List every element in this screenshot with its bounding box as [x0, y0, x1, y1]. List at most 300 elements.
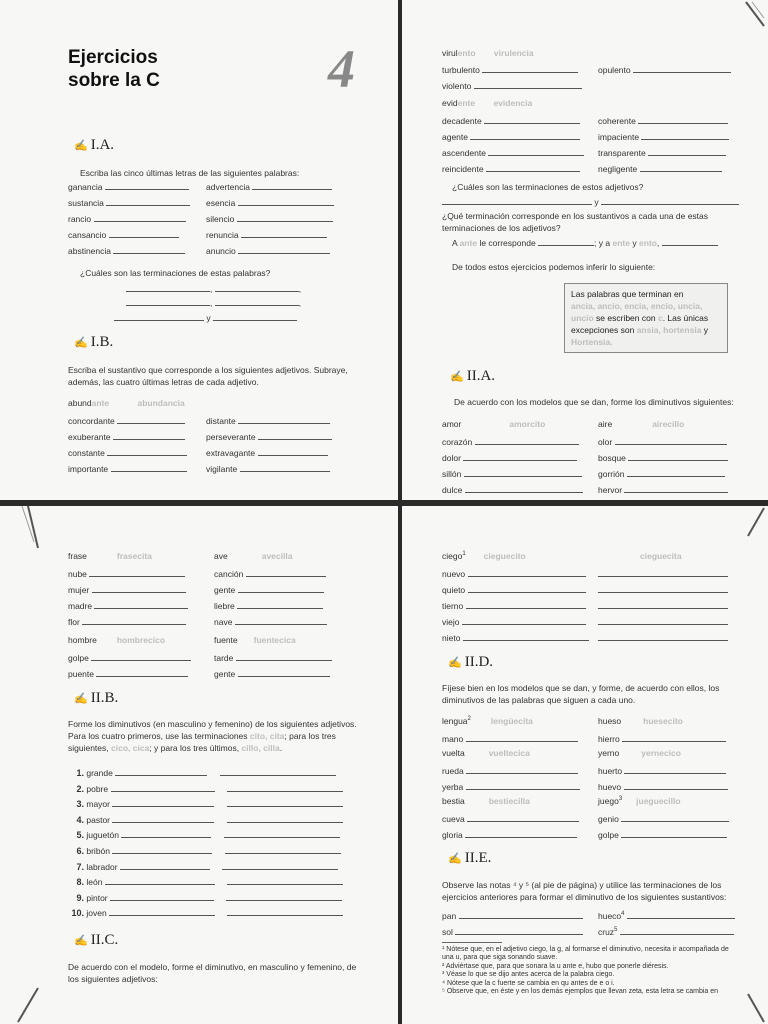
footnote-divider [442, 942, 502, 943]
word: decadente [442, 116, 482, 126]
word-row [442, 419, 583, 435]
answer-blank[interactable] [624, 483, 728, 493]
word-row [206, 414, 332, 430]
example-answer: fuentecica [253, 635, 296, 645]
iie-instruction: Observe las notas ⁴ y ⁵ (al pie de página) y utilice las terminaciones de los ejercicios anteriores para formar el diminutivo de los siguientes sustantivos: [442, 880, 727, 902]
word: huerto [598, 766, 623, 776]
word-row [598, 162, 729, 178]
numbered-row [66, 891, 343, 907]
word: hueco [598, 911, 622, 921]
word: cruz [598, 927, 615, 937]
answer-blank[interactable] [252, 180, 332, 190]
rule-line: Las palabras que terminan en [571, 289, 684, 299]
example-answer: amorcito [509, 419, 546, 429]
answer-blank[interactable] [82, 615, 186, 625]
iie-right-list [598, 909, 735, 941]
item-number: 7. [76, 861, 84, 872]
answer-blank-f[interactable] [227, 797, 343, 807]
answer-blank-m[interactable] [112, 844, 212, 854]
answer-blank-m[interactable] [121, 828, 211, 838]
answer-blank[interactable] [465, 483, 583, 493]
word-row [68, 196, 190, 212]
word-row [68, 414, 187, 430]
answer-blank[interactable] [235, 615, 327, 625]
word-row [598, 551, 728, 567]
answer-blank[interactable] [238, 667, 330, 677]
answer-blank[interactable] [107, 446, 187, 456]
text: y [703, 325, 709, 335]
answer-blank-m[interactable] [109, 906, 215, 916]
answer-blank[interactable] [627, 467, 725, 477]
answer-blank-f[interactable] [225, 844, 341, 854]
answer-blank[interactable] [237, 599, 323, 609]
word-row [214, 583, 327, 599]
answer-blank[interactable] [105, 180, 189, 190]
answer-blank[interactable] [114, 311, 204, 321]
page-title [68, 46, 160, 92]
word-row [442, 732, 580, 748]
answer-blank[interactable] [238, 196, 334, 206]
answer-blank-m[interactable] [110, 891, 214, 901]
answer-blank-f[interactable] [222, 860, 338, 870]
answer-blank[interactable] [215, 282, 302, 294]
word-row [206, 446, 332, 462]
word-row [214, 651, 332, 667]
text: ; para los tres siguientes, [68, 731, 336, 753]
answer-blank[interactable] [459, 909, 583, 919]
text: ; y para los tres últimos, [149, 743, 240, 753]
answer-blank[interactable] [442, 195, 592, 205]
numbered-row [66, 813, 343, 829]
answer-blank[interactable] [113, 244, 185, 254]
answer-blank[interactable] [641, 130, 729, 140]
section-iib-heading [74, 690, 118, 707]
word: constante [68, 448, 105, 458]
example-answer: vueltecica [488, 748, 530, 758]
iic-instruction: De acuerdo con el modelo, forme el diminutivo, en masculino y femenino, de los siguientes adjetivos: [68, 962, 357, 984]
section-label: II.E. [464, 850, 492, 866]
word-row [598, 451, 728, 467]
example-answer: avecilla [261, 551, 293, 561]
iia-instruction: De acuerdo con los modelos que se dan, forme los diminutivos siguientes: [454, 397, 734, 407]
word-row [68, 180, 190, 196]
answer-blank[interactable] [482, 63, 578, 73]
answer-blank[interactable] [238, 414, 330, 424]
answer-blank-m[interactable] [463, 631, 589, 641]
answer-blank[interactable] [94, 599, 188, 609]
answer-blank[interactable] [111, 462, 187, 472]
answer-blank[interactable] [486, 162, 580, 172]
word: anuncio [206, 246, 236, 256]
word-row [68, 551, 188, 567]
answer-blank[interactable] [117, 414, 185, 424]
word: gente [214, 585, 236, 595]
iid-instruction: Fíjese bien en los modelos que se dan, y forme, de acuerdo con ellos, los diminutivos de las palabras que siguen a cada uno. [442, 683, 720, 705]
answer-blank[interactable] [455, 925, 583, 935]
word: amor [442, 419, 462, 429]
word: lengua [442, 716, 468, 726]
section-label: I.B. [90, 334, 114, 350]
word: mano [442, 734, 464, 744]
word-row [442, 716, 580, 732]
answer-blank[interactable] [109, 228, 179, 238]
word-row [68, 446, 187, 462]
word: liebre [214, 601, 235, 611]
answer-blank[interactable] [258, 430, 332, 440]
example-answer: yernecico [641, 748, 681, 758]
answer-blank[interactable] [215, 296, 302, 308]
answer-blank[interactable] [238, 244, 330, 254]
pencil-icon: ✍ [448, 853, 462, 865]
word: agente [442, 132, 468, 142]
ia-right-list [206, 180, 334, 260]
iia-right-list [598, 419, 728, 499]
answer-blank[interactable] [633, 63, 731, 73]
answer-blank[interactable] [466, 764, 578, 774]
section-iid-heading [448, 654, 493, 671]
word: gorrión [598, 469, 625, 479]
answer-blank[interactable] [126, 296, 213, 308]
word: esencia [206, 198, 236, 208]
word: turbulento [442, 65, 480, 75]
example-answer-m: cieguecito [483, 551, 526, 561]
example-answer-f: cieguecita [640, 551, 682, 561]
word: bribón [86, 845, 111, 856]
word-row [442, 130, 584, 146]
answer-blank-f[interactable] [226, 891, 342, 901]
footnote: ⁴ Nótese que la c fuerte se cambia en qu antes de e o i. [442, 979, 615, 987]
word: negligente [598, 164, 638, 174]
word: exuberante [68, 432, 111, 442]
answer-blank-m[interactable] [111, 782, 215, 792]
word: extravagante [206, 448, 256, 458]
word: gente [214, 669, 236, 679]
section-label: II.A. [466, 368, 496, 384]
binder-clip-icon [0, 506, 40, 550]
answer-blank[interactable] [126, 282, 213, 294]
word: rancio [68, 214, 92, 224]
item-number: 4. [76, 814, 84, 825]
example-answer: frasecita [116, 551, 152, 561]
page-bottom-left [0, 506, 398, 1024]
word: gloria [442, 830, 463, 840]
answer-blank[interactable] [620, 925, 734, 935]
word-row [206, 430, 332, 446]
word: nuevo [442, 569, 466, 579]
answer-blank[interactable] [96, 667, 188, 677]
answer-blank[interactable] [241, 228, 327, 238]
suffix: uncio [571, 313, 594, 323]
word-row [68, 667, 191, 683]
word-row [598, 146, 729, 162]
word: renuncia [206, 230, 239, 240]
rule-line [571, 324, 721, 336]
word-row [442, 114, 584, 130]
item-number: 10. [71, 908, 84, 919]
word: transparente [598, 148, 646, 158]
word-row [442, 79, 582, 95]
word: advertencia [206, 182, 250, 192]
footnote-ref: 5 [614, 927, 618, 934]
answer-blank-m[interactable] [468, 567, 586, 577]
word-row [214, 667, 332, 683]
answer-blank[interactable] [113, 430, 185, 440]
answer-blank[interactable] [474, 79, 582, 89]
section-ib-heading [74, 334, 113, 351]
word-row [598, 828, 729, 844]
example-suffix: ento [457, 48, 476, 58]
answer-blank[interactable] [91, 651, 191, 661]
word: dulce [442, 485, 463, 495]
section-iic-heading [74, 932, 118, 949]
answer-blank[interactable] [628, 451, 728, 461]
word-row [598, 467, 728, 483]
footnote-ref: 1 [462, 551, 466, 558]
mid-left-list [68, 635, 191, 683]
numbered-row [66, 797, 343, 813]
word-row [68, 567, 188, 583]
word-row [206, 212, 334, 228]
answer-blank[interactable] [246, 567, 326, 577]
answer-blank[interactable] [622, 732, 726, 742]
answer-blank-f[interactable] [227, 782, 343, 792]
word: hervor [598, 485, 623, 495]
word: pobre [86, 783, 109, 794]
word-row [442, 483, 583, 499]
pencil-icon: ✍ [74, 337, 88, 349]
word: pintor [86, 892, 108, 903]
example-answer: bestiecilla [488, 796, 530, 806]
word: pan [442, 911, 457, 921]
page-top-right [402, 0, 768, 500]
answer-blank-m[interactable] [112, 797, 214, 807]
word-row [442, 631, 589, 647]
section-label: II.C. [90, 932, 119, 948]
word: flor [68, 617, 80, 627]
word-row [442, 796, 580, 812]
answer-blank[interactable] [621, 828, 727, 838]
answer-blank[interactable] [624, 780, 728, 790]
numbered-row [66, 844, 343, 860]
answer-blank[interactable] [638, 114, 728, 124]
word-row [598, 63, 731, 79]
answer-blank[interactable] [484, 114, 580, 124]
answer-blank-m[interactable] [468, 583, 586, 593]
pencil-icon: ✍ [74, 140, 88, 152]
word-row [598, 796, 729, 812]
ib-example [68, 398, 185, 408]
answer-blank[interactable] [464, 467, 582, 477]
answer-blank[interactable] [240, 462, 330, 472]
answer-blank[interactable] [94, 212, 186, 222]
word: mayor [86, 799, 110, 810]
answer-blank[interactable] [236, 651, 332, 661]
answer-blank-f[interactable] [227, 906, 343, 916]
answer-blank[interactable] [601, 195, 739, 205]
word-row [214, 567, 327, 583]
answer-blank[interactable] [475, 435, 579, 445]
answer-blank-f[interactable] [598, 615, 728, 625]
answer-blank[interactable] [640, 162, 722, 172]
conjunction: y [206, 313, 211, 323]
answer-blank[interactable] [466, 732, 578, 742]
answer-blank[interactable] [89, 567, 185, 577]
answer-blank[interactable] [615, 435, 727, 445]
word: león [86, 877, 103, 888]
answer-blank[interactable] [467, 812, 579, 822]
section-label: II.D. [464, 654, 494, 670]
answer-blank-f[interactable] [598, 599, 728, 609]
answer-blank[interactable] [463, 451, 577, 461]
word: yerno [598, 748, 620, 758]
top-left-list-1 [442, 63, 582, 95]
ia-question: ¿Cuáles son las terminaciones de estas palabras? [80, 268, 271, 278]
word: coherente [598, 116, 636, 126]
example-suffix: ente [457, 98, 476, 108]
text: se escriben con [596, 313, 656, 323]
answer-blank-f[interactable] [227, 875, 343, 885]
pencil-icon: ✍ [448, 657, 462, 669]
answer-blank-f[interactable] [598, 631, 728, 641]
pencil-icon: ✍ [450, 371, 464, 383]
answer-blank[interactable] [213, 311, 297, 321]
footnote: ² Adviértase que, para que sonara la u ante e, hubo que ponerle diéresis. [442, 962, 669, 970]
answer-blank[interactable] [238, 583, 324, 593]
answer-blank[interactable] [627, 909, 735, 919]
word-row [598, 130, 729, 146]
conjunction: y [594, 197, 599, 207]
word-row [598, 812, 729, 828]
word: joven [86, 908, 107, 919]
word: perseverante [206, 432, 256, 442]
section-label: II.B. [90, 690, 119, 706]
word: canción [214, 569, 244, 579]
title-line-1: Ejercicios [68, 47, 158, 68]
word-row [68, 615, 188, 631]
answer-blank-f[interactable] [598, 567, 728, 577]
word: dolor [442, 453, 461, 463]
word-row [214, 635, 332, 651]
word: opulento [598, 65, 631, 75]
example-suffix: ante [91, 398, 110, 408]
answer-blank[interactable] [237, 212, 333, 222]
rule-line: Hortensia. [571, 337, 613, 347]
text: . [279, 743, 283, 753]
answer-blank-f[interactable] [227, 813, 343, 823]
word-row [68, 212, 190, 228]
item-number: 1. [76, 768, 84, 778]
answer-blank[interactable] [662, 236, 718, 246]
answer-blank-m[interactable] [105, 875, 215, 885]
word: huevo [598, 782, 622, 792]
example-answer: virulencia [493, 48, 534, 58]
footnotes [442, 946, 742, 996]
word-row [598, 732, 729, 748]
answer-blank[interactable] [465, 828, 577, 838]
answer-blank-f[interactable] [224, 828, 340, 838]
word-row [68, 430, 187, 446]
word-row [442, 551, 589, 567]
ia-answer-last [114, 311, 297, 323]
answer-blank-m[interactable] [120, 860, 210, 870]
answer-blank-m[interactable] [112, 813, 214, 823]
iie-left-list [442, 909, 583, 941]
word-row [598, 764, 729, 780]
word-row [68, 599, 188, 615]
word: corazón [442, 437, 473, 447]
answer-blank[interactable] [466, 780, 580, 790]
question-1-answer [442, 195, 739, 207]
separator: , [656, 238, 660, 248]
answer-blank[interactable] [538, 236, 594, 246]
suffix: ento [638, 238, 657, 248]
word-row [442, 828, 580, 844]
top-right-list [214, 551, 327, 631]
ib-instruction: Escriba el sustantivo que corresponde a los siguientes adjetivos. Subraye, además, las cuatro últimas letras de cada adjetivo. [68, 365, 348, 387]
word: ascendente [442, 148, 486, 158]
word: sustancia [68, 198, 104, 208]
answer-blank-f[interactable] [598, 583, 728, 593]
ia-answer-lines [126, 282, 301, 310]
numbered-row [66, 860, 343, 876]
rule-box [564, 283, 728, 353]
example-stem: virul [442, 48, 458, 58]
answer-blank[interactable] [621, 812, 729, 822]
word-row [442, 764, 580, 780]
word: fuente [214, 635, 238, 645]
word-row [442, 748, 580, 764]
answer-blank[interactable] [470, 130, 580, 140]
word: grande [86, 768, 113, 778]
example-answer: airecillo [652, 419, 685, 429]
word-row [214, 551, 327, 567]
answer-blank-f[interactable] [220, 766, 336, 776]
footnote: ³ Véase lo que se dijo antes acerca de la palabra ciego. [442, 971, 615, 979]
suffix: cillo, cilla [241, 743, 280, 753]
answer-blank[interactable] [92, 583, 186, 593]
suffix: cico, cica [111, 743, 150, 753]
answer-blank[interactable] [648, 146, 726, 156]
word-row [206, 462, 332, 478]
word-row [214, 599, 327, 615]
title-line-2: sobre la C [68, 70, 160, 91]
iib-numbered-list [66, 766, 343, 922]
answer-blank[interactable] [258, 446, 328, 456]
page-top-left [0, 0, 398, 500]
answer-blank[interactable] [488, 146, 584, 156]
word: ganancia [68, 182, 103, 192]
text: . Las únicas [662, 313, 709, 323]
numbered-row [66, 906, 343, 922]
answer-blank-m[interactable] [115, 766, 207, 776]
word: bestia [442, 796, 465, 806]
word: vuelta [442, 748, 465, 758]
example-answer: evidencia [493, 98, 533, 108]
ib-left-list [68, 414, 187, 478]
word-row [442, 909, 583, 925]
example-stem: evid [442, 98, 458, 108]
suffix: ente [612, 238, 630, 248]
word: importante [68, 464, 109, 474]
item-number: 2. [76, 783, 84, 794]
word: cueva [442, 814, 465, 824]
answer-blank[interactable] [106, 196, 190, 206]
word-row [442, 63, 582, 79]
answer-blank[interactable] [624, 764, 726, 774]
word: mujer [68, 585, 90, 595]
answer-blank-m[interactable] [462, 615, 586, 625]
answer-blank-m[interactable] [466, 599, 586, 609]
